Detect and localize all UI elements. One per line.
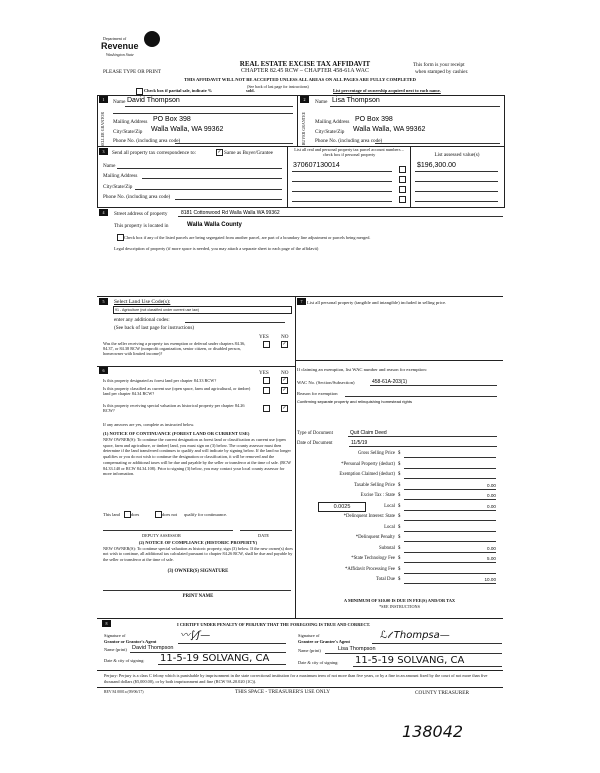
- line: [178, 643, 286, 644]
- s3-phone-field[interactable]: [175, 199, 282, 200]
- line: [353, 666, 502, 667]
- form-revision: REV 84 0001a (09/06/17): [104, 690, 144, 694]
- grantee-signature[interactable]: ℒ𝓉 Thompsa—: [380, 630, 450, 641]
- doc-type-field[interactable]: Quit Claim Deed: [350, 430, 387, 436]
- divider: [410, 146, 411, 207]
- logo-name: Revenue: [101, 41, 139, 51]
- historic-no-checkbox[interactable]: ✓: [282, 406, 287, 411]
- current-use-no-checkbox[interactable]: ✓: [282, 388, 287, 393]
- line: [349, 446, 497, 447]
- dollar-sign: $: [398, 556, 401, 561]
- line: [415, 181, 498, 182]
- section-2-number: 2: [300, 96, 309, 103]
- s3-phone-label: Phone No. (including area code): [103, 194, 171, 200]
- seller-phone-label: Phone No. (including area code): [113, 138, 181, 144]
- section-4-number: 4: [99, 209, 108, 216]
- fee-value-field[interactable]: 0.00: [404, 493, 496, 500]
- local-rate-field[interactable]: 0.0025: [318, 502, 366, 512]
- divider: [297, 95, 298, 146]
- dollar-sign: $: [398, 482, 401, 488]
- same-as-buyer-label: Same as Buyer/Grantee: [224, 150, 273, 156]
- fee-label: *Personal Property (deduct): [341, 461, 395, 467]
- land-use-select[interactable]: 91 - Agriculture (not classified under current use law): [113, 306, 292, 314]
- fee-label: Total Due: [376, 577, 395, 582]
- perjury-notice: Perjury: Perjury is a class C felony which is punishable by imprisonment in the state correctional institution for a maximum term of not more than five years, or by a fine in an amount fixed by the court of not more than five thousand dollars ($5,000.00), or by both imprisonment and fine (RCW 9A.20.020 (1C)).: [104, 673, 488, 684]
- line: [158, 664, 286, 665]
- deputy-assessor-label: DEPUTY ASSESSOR: [142, 533, 181, 538]
- partial-label: Check box if partial sale, indicate %: [144, 88, 213, 93]
- no-header: NO: [281, 334, 289, 340]
- fee-value-field[interactable]: [404, 462, 496, 469]
- dollar-sign: $: [398, 514, 401, 519]
- does-checkbox[interactable]: [124, 511, 131, 518]
- print-name-label: PRINT NAME: [182, 594, 214, 599]
- warning: THIS AFFIDAVIT WILL NOT BE ACCEPTED UNLESS ALL AREAS ON ALL PAGES ARE FULLY COMPLETED: [184, 77, 416, 82]
- historic-yes-checkbox[interactable]: [263, 405, 270, 412]
- divider: [97, 618, 503, 619]
- buyer-side-label: BUYER GRANTEE: [301, 112, 306, 146]
- owner-signature-title: (3) OWNER(S) SIGNATURE: [167, 569, 229, 574]
- grantor-name-label: Name (print): [104, 647, 127, 652]
- if-any-label: If any answers are yes, complete as instructed below.: [103, 422, 195, 427]
- divider: [97, 670, 503, 671]
- section-8-number: 8: [102, 620, 111, 627]
- dollar-sign: $: [398, 503, 401, 509]
- please-type: PLEASE TYPE OR PRINT: [103, 69, 161, 75]
- send-label: Send all property tax correspondence to:: [112, 150, 196, 156]
- s3-mail-field[interactable]: [142, 178, 282, 179]
- yes-header: YES: [259, 334, 269, 340]
- reason-label: Reason for exemption: [297, 391, 338, 396]
- county-field[interactable]: Walla Walla County: [187, 222, 242, 228]
- dollar-sign: $: [398, 545, 401, 551]
- additional-codes-field[interactable]: [185, 322, 285, 323]
- line: [178, 216, 503, 217]
- date-label: DATE: [258, 533, 269, 538]
- s3-mail-label: Mailing Address: [103, 173, 138, 179]
- land-use-label: Select Land Use Code(s):: [114, 299, 171, 305]
- deputy-date-field[interactable]: [240, 530, 292, 531]
- notice-continuance-title: (1) NOTICE OF CONTINUANCE (FOREST LAND OR CURRENT USE): [103, 431, 250, 436]
- street-label: Street address of property: [114, 211, 168, 217]
- divider: [97, 366, 295, 367]
- exemption-question: Was the seller receiving a property tax exemption or deferral under chapters 84.36, 84.37, or 84.38 RCW (nonprofit organization, senior citizen, or disabled person, homeowner with limited income)?: [103, 341, 246, 356]
- deputy-assessor-signature-field[interactable]: [103, 530, 233, 531]
- personal-property-checkbox[interactable]: [399, 166, 406, 173]
- fee-value-field[interactable]: [404, 567, 496, 574]
- partial-sale-checkbox[interactable]: [136, 88, 143, 95]
- qualify-label: qualify for continuance.: [184, 512, 228, 517]
- buyer-city-field[interactable]: Walla Walla, WA 99362: [353, 126, 426, 133]
- sig-label: Signature of: [104, 633, 126, 638]
- doc-date-label: Date of Document: [297, 441, 333, 446]
- line: [325, 653, 502, 654]
- no-header: NO: [281, 370, 289, 376]
- fee-value-field[interactable]: [404, 535, 496, 542]
- line: [292, 201, 392, 202]
- grantor-name-field[interactable]: David Thompson: [132, 645, 174, 651]
- line: [415, 171, 498, 172]
- assessed-value-field[interactable]: $196,300.00: [417, 162, 456, 169]
- line: [345, 396, 497, 397]
- personal-property-checkbox[interactable]: [399, 196, 406, 203]
- line: [330, 106, 500, 107]
- line: [292, 171, 392, 172]
- treasurer-space-label: THIS SPACE - TREASURER'S USE ONLY: [235, 689, 331, 695]
- forest-yes-checkbox[interactable]: [263, 377, 270, 384]
- exemption-header: If claiming an exemption, list WAC number and reason for exemption:: [297, 367, 427, 372]
- fee-label: *Affidavit Processing Fee: [344, 566, 395, 572]
- receipt-note: This form is your receipt: [413, 62, 465, 68]
- fee-value-field[interactable]: 0.00: [404, 504, 496, 511]
- legal-description-label: Legal description of property (if more space is needed, you may attach a separate sheet to each page of the affidavit): [114, 246, 319, 251]
- logo-dept: Department of: [103, 36, 127, 41]
- grantor-signature[interactable]: 〰∫⁄ʃ—: [180, 630, 211, 641]
- line: [370, 385, 497, 386]
- fee-value-field[interactable]: [404, 472, 496, 479]
- same-as-buyer-checkbox[interactable]: ✓: [217, 150, 222, 155]
- dollar-sign: $: [398, 524, 401, 530]
- line: [292, 181, 392, 182]
- divider: [295, 360, 503, 361]
- fee-label: Subtotal: [379, 545, 395, 551]
- fee-label: *State Technology Fee: [351, 556, 395, 561]
- seller-name-field[interactable]: David Thompson: [127, 97, 180, 104]
- fee-label: Local: [384, 524, 395, 530]
- owner-print-name-field[interactable]: [103, 590, 291, 591]
- notice-compliance-body: NEW OWNER(S): To continue special valuation as historic property, sign (3) below. If the new owner(s) does not wish to continue, all additional tax calculated pursuant to chapter 84.26 RCW, shall be due and payable by the seller or transferor at the time of sale.: [103, 546, 293, 562]
- see-back: (See back of last page for instructions): [247, 84, 309, 89]
- grantor-date-field[interactable]: 11-5-19 SOLVANG, CA: [160, 653, 270, 664]
- personal-property-label: List all personal property (tangible and intangible) included in selling price.: [307, 300, 447, 305]
- notice-compliance-title: (2) NOTICE OF COMPLIANCE (HISTORIC PROPERTY): [138, 540, 258, 545]
- grantee-date-field[interactable]: 11-5-19 SOLVANG, CA: [355, 655, 465, 666]
- located-label: This property is located in: [114, 223, 169, 229]
- dollar-sign: $: [398, 577, 401, 582]
- yes-header: YES: [259, 370, 269, 376]
- seller-phone-field[interactable]: [175, 143, 293, 144]
- historic-question: Is this property receiving special valuation as historical property per chapter 84.26 RCW?: [103, 403, 245, 413]
- additional-codes-label: enter any additional codes:: [114, 317, 170, 323]
- logo-state: Washington State: [106, 52, 134, 57]
- grantor-date-label: Date & city of signing:: [104, 658, 145, 663]
- exemption-no-checkbox[interactable]: ✓: [282, 342, 287, 347]
- fee-value-field[interactable]: 10.00: [404, 577, 496, 584]
- seller-name-label: Name: [113, 99, 126, 105]
- parcel-header: List all real and personal property tax parcel account numbers – check box if personal property: [294, 147, 404, 157]
- see-back-label: (See back of last page for instructions): [114, 325, 195, 331]
- fee-label: Local: [384, 503, 395, 509]
- does-not-checkbox[interactable]: [155, 511, 162, 518]
- county-treasurer-label: COUNTY TREASURER: [415, 690, 470, 696]
- seller-side-label: SELLER GRANTOR: [100, 112, 105, 147]
- handwritten-number: 138042: [402, 722, 464, 741]
- seller-mail-label: Mailing Address: [113, 119, 148, 125]
- fee-label: Gross Selling Price: [357, 451, 395, 456]
- grantee-sig-label: Grantee or Grantee's Agent: [298, 639, 350, 644]
- section-5-number: 5: [99, 298, 108, 305]
- seller-city-label: City/State/Zip: [113, 129, 143, 135]
- divider: [287, 146, 288, 207]
- dor-logo-icon: [144, 31, 160, 47]
- street-address-field[interactable]: 8181 Cottonwood Rd Walla Walla WA 99362: [181, 210, 280, 216]
- fee-value-field[interactable]: [404, 514, 496, 521]
- segregated-label: Check box if any of the listed parcels are being segregated from another parcel, are part of a boundary line adjustment or parcels being merged.: [124, 235, 371, 240]
- does-not-label: does not: [162, 512, 178, 517]
- line: [292, 191, 392, 192]
- buyer-name-field[interactable]: Lisa Thompson: [332, 97, 380, 104]
- line: [113, 113, 293, 114]
- buyer-name-label: Name: [315, 99, 328, 105]
- form-title: REAL ESTATE EXCISE TAX AFFIDAVIT: [239, 60, 371, 68]
- buyer-city-label: City/State/Zip: [315, 129, 345, 135]
- fee-label: Excise Tax : State: [360, 493, 395, 498]
- line: [372, 643, 502, 644]
- current-use-yes-checkbox[interactable]: [263, 387, 270, 394]
- divider: [97, 296, 503, 297]
- s3-city-label: City/State/Zip: [103, 184, 133, 190]
- minimum-due-note: A MINIMUM OF $10.00 IS DUE IN FEE(S) AND/OR TAX: [343, 598, 456, 603]
- doc-type-label: Type of Document: [297, 431, 333, 436]
- fee-label: Exemption Claimed (deduct): [339, 472, 395, 477]
- reason-field[interactable]: Confirming separate property and relinquishing homestead rights: [297, 399, 412, 404]
- s3-city-field[interactable]: [135, 189, 282, 190]
- buyer-phone-label: Phone No. (including area code): [315, 138, 383, 144]
- fee-label: *Delinquent Penalty: [355, 535, 395, 540]
- sig-label: Signature of: [298, 633, 320, 638]
- pct-label: List percentage of ownership acquired next to each name.: [333, 88, 441, 93]
- seller-city-field[interactable]: Walla Walla, WA 99362: [151, 126, 224, 133]
- buyer-mail-label: Mailing Address: [315, 119, 350, 125]
- line: [415, 201, 498, 202]
- buyer-phone-field[interactable]: [375, 143, 500, 144]
- dollar-sign: $: [398, 493, 401, 498]
- fee-label: *Delinquent Interest: State: [343, 514, 395, 519]
- dollar-sign: $: [398, 461, 401, 467]
- line: [348, 436, 497, 437]
- chapter: CHAPTER 82.45 RCW – CHAPTER 458-61A WAC: [241, 68, 369, 74]
- sold-label: sold.: [246, 88, 255, 93]
- this-land-label: This land: [103, 512, 120, 517]
- does-label: does: [131, 512, 140, 517]
- certify-statement: I CERTIFY UNDER PENALTY OF PERJURY THAT THE FOREGOING IS TRUE AND CORRECT.: [177, 622, 371, 627]
- line: [415, 191, 498, 192]
- personal-property-checkbox[interactable]: [399, 186, 406, 193]
- doc-date-field[interactable]: 11/5/19: [351, 440, 368, 446]
- divider: [97, 687, 503, 688]
- fee-value-field[interactable]: [404, 525, 496, 532]
- seller-mail-field[interactable]: PO Box 398: [153, 116, 191, 123]
- section-6-number: 6: [99, 367, 108, 374]
- wac-label: WAC No. (Section/Subsection): [297, 380, 355, 385]
- fee-value-field[interactable]: 0.00: [404, 546, 496, 553]
- receipt-note-2: when stamped by cashier.: [415, 69, 469, 75]
- see-instructions-note: *SEE INSTRUCTIONS: [379, 604, 420, 609]
- s3-name-field[interactable]: [117, 168, 282, 169]
- fee-value-field[interactable]: 0.00: [404, 483, 496, 490]
- dollar-sign: $: [398, 566, 401, 572]
- forest-question: Is this property designated as forest land per chapter 84.33 RCW?: [103, 378, 217, 383]
- section-7-number: 7: [297, 298, 306, 305]
- section-3-number: 3: [99, 148, 108, 155]
- current-use-question: Is this property classified as current use (open space, farm and agricultural, or timber) land per chapter 84.34 RCW?: [103, 386, 251, 396]
- dollar-sign: $: [398, 451, 401, 456]
- dollar-sign: $: [398, 535, 401, 540]
- fee-label: Taxable Selling Price: [354, 482, 395, 488]
- notice-continuance-body: NEW OWNER(S): To continue the current designation as forest land or classification as current use (open space, farm and agriculture, or timber) land, you must sign on (3) below. The county assessor must then determine if the land transferred continues to qualify and will indicate by signing below. If the land no longer qualifies or you do not wish to continue the designation or classification, it will be removed and the compensating or additional taxes will be due and payable by the seller or transferor at the time of sale. (RCW 84.33.140 or RCW 84.34.108). Prior to signing (3) below, you may contact your local county assessor for more information.: [103, 437, 291, 477]
- segregated-checkbox[interactable]: [117, 234, 124, 241]
- forest-no-checkbox[interactable]: ✓: [282, 378, 287, 383]
- section-1-number: 1: [99, 96, 108, 103]
- divider: [295, 296, 296, 618]
- fee-value-field[interactable]: [404, 451, 496, 458]
- parcel-number-field[interactable]: 370607130014: [293, 162, 340, 169]
- fee-value-field[interactable]: 5.00: [404, 556, 496, 563]
- grantee-name-label: Name (print): [298, 648, 321, 653]
- wac-field[interactable]: 458-61A-203(1): [372, 379, 408, 385]
- line: [125, 106, 293, 107]
- s3-name-label: Name: [103, 163, 116, 169]
- assessed-header: List assessed value(s): [434, 152, 480, 158]
- dollar-sign: $: [398, 472, 401, 477]
- buyer-mail-field[interactable]: PO Box 398: [355, 116, 393, 123]
- exemption-yes-checkbox[interactable]: [263, 341, 270, 348]
- personal-property-checkbox[interactable]: [399, 176, 406, 183]
- grantee-date-label: Date & city of signing:: [298, 660, 339, 665]
- grantor-sig-label: Grantor or Grantor's Agent: [104, 639, 157, 644]
- grantee-name-field[interactable]: Lisa Thompson: [338, 646, 376, 652]
